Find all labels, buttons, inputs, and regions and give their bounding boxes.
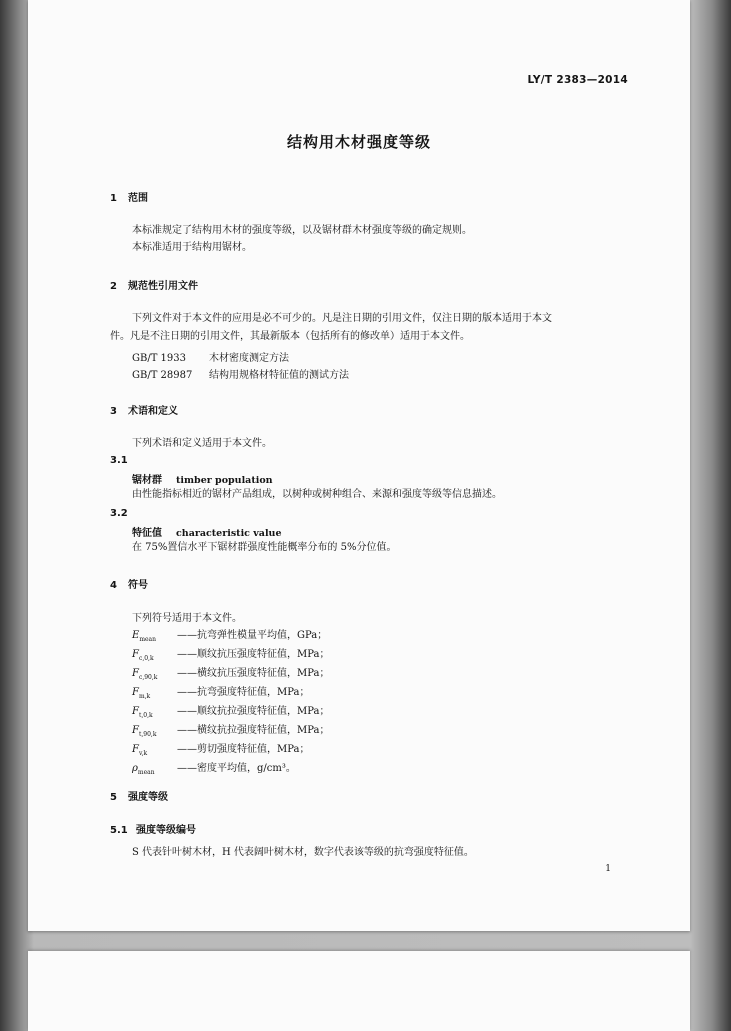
symbol-description: ——抗弯强度特征值，MPa； xyxy=(177,687,310,698)
symbol-description: ——顺纹抗压强度特征值，MPa； xyxy=(177,649,330,660)
symbol-subscript: c,90,k xyxy=(138,674,158,681)
section-number: 2 xyxy=(110,281,117,292)
section-5-heading xyxy=(110,788,168,803)
section-3-heading xyxy=(110,402,178,417)
section-title: 强度等级 xyxy=(128,792,168,803)
symbol-subscript: v,k xyxy=(138,750,148,757)
section-title: 术语和定义 xyxy=(128,406,178,417)
symbol-list xyxy=(132,626,329,778)
symbol-main: E xyxy=(132,630,140,641)
symbol-main: F xyxy=(132,668,139,679)
section-4-heading xyxy=(110,576,148,591)
symbol-description: ——剪切强度特征值，MPa； xyxy=(177,744,310,755)
section-number: 4 xyxy=(110,580,117,591)
symbol-description: ——顺纹抗拉强度特征值，MPa； xyxy=(177,706,330,717)
symbol-item xyxy=(132,626,329,645)
section-1-paragraph-2: 本标准适用于结构用锯材。 xyxy=(132,242,252,253)
symbol-main: F xyxy=(132,725,139,736)
symbol-subscript: t,90,k xyxy=(138,731,157,738)
symbol-main: ρ xyxy=(132,763,138,774)
reference-item xyxy=(132,366,349,381)
section-1-heading xyxy=(110,189,148,204)
term-en: characteristic value xyxy=(176,528,282,539)
term-heading xyxy=(132,524,282,539)
section-3-intro: 下列术语和定义适用于本文件。 xyxy=(132,438,272,449)
subsection-title: 强度等级编号 xyxy=(136,825,196,836)
subsection-5-1-paragraph: S 代表针叶树木材，H 代表阔叶树木材，数字代表该等级的抗弯强度特征值。 xyxy=(132,847,474,858)
term-number: 3.1 xyxy=(110,455,128,466)
standard-code: LY/T 2383—2014 xyxy=(527,74,628,86)
section-number: 3 xyxy=(110,406,117,417)
term-en: timber population xyxy=(176,475,273,486)
symbol-main: F xyxy=(132,744,139,755)
next-page xyxy=(28,951,690,1031)
section-2-heading xyxy=(110,277,198,292)
symbol-subscript: mean xyxy=(137,769,155,776)
reference-name: 木材密度测定方法 xyxy=(209,353,289,364)
section-number: 1 xyxy=(110,193,117,204)
section-title: 范围 xyxy=(128,193,148,204)
symbol-item xyxy=(132,702,329,721)
term-definition: 由性能指标相近的锯材产品组成，以树种或树种组合、来源和强度等级等信息描述。 xyxy=(132,489,502,500)
reference-code: GB/T 1933 xyxy=(132,353,187,364)
reference-code: GB/T 28987 xyxy=(132,370,193,381)
section-1-paragraph-1: 本标准规定了结构用木材的强度等级，以及锯材群木材强度等级的确定规则。 xyxy=(132,225,472,236)
symbol-item xyxy=(132,664,329,683)
section-title: 规范性引用文件 xyxy=(128,281,198,292)
term-zh: 锯材群 xyxy=(132,475,162,486)
document-page xyxy=(28,0,690,931)
symbol-main: F xyxy=(132,706,139,717)
symbol-subscript: m,k xyxy=(138,693,151,700)
term-definition: 在 75%置信水平下锯材群强度性能概率分布的 5%分位值。 xyxy=(132,542,397,553)
term-number: 3.2 xyxy=(110,508,128,519)
symbol-description: ——横纹抗拉强度特征值，MPa； xyxy=(177,725,330,736)
section-2-paragraph-line-1: 下列文件对于本文件的应用是必不可少的。凡是注日期的引用文件，仅注日期的版本适用于本文 xyxy=(132,313,552,324)
symbol-item xyxy=(132,645,329,664)
term-zh: 特征值 xyxy=(132,528,162,539)
symbol-subscript: mean xyxy=(139,636,156,643)
symbol-item xyxy=(132,721,329,740)
symbol-item xyxy=(132,759,329,778)
symbol-subscript: t,0,k xyxy=(138,712,153,719)
symbol-description: ——密度平均值，g/cm³。 xyxy=(177,763,296,774)
symbol-description: ——抗弯弹性模量平均值，GPa； xyxy=(177,630,328,641)
section-2-paragraph-line-2: 件。凡是不注日期的引用文件，其最新版本（包括所有的修改单）适用于本文件。 xyxy=(110,331,470,342)
reference-item xyxy=(132,349,289,364)
symbol-main: F xyxy=(132,687,139,698)
symbol-item xyxy=(132,683,329,702)
symbol-subscript: c,0,k xyxy=(138,655,154,662)
page-title: 结构用木材强度等级 xyxy=(286,133,431,151)
symbol-item xyxy=(132,740,329,759)
page-number: 1 xyxy=(605,864,611,874)
section-number: 5 xyxy=(110,792,117,803)
reference-name: 结构用规格材特征值的测试方法 xyxy=(209,370,349,381)
section-4-intro: 下列符号适用于本文件。 xyxy=(132,613,242,624)
term-heading xyxy=(132,471,273,486)
subsection-5-1-heading xyxy=(110,821,196,836)
subsection-number: 5.1 xyxy=(110,825,128,836)
section-title: 符号 xyxy=(128,580,148,591)
symbol xyxy=(132,759,177,782)
symbol-description: ——横纹抗压强度特征值，MPa； xyxy=(177,668,330,679)
symbol-main: F xyxy=(132,649,139,660)
